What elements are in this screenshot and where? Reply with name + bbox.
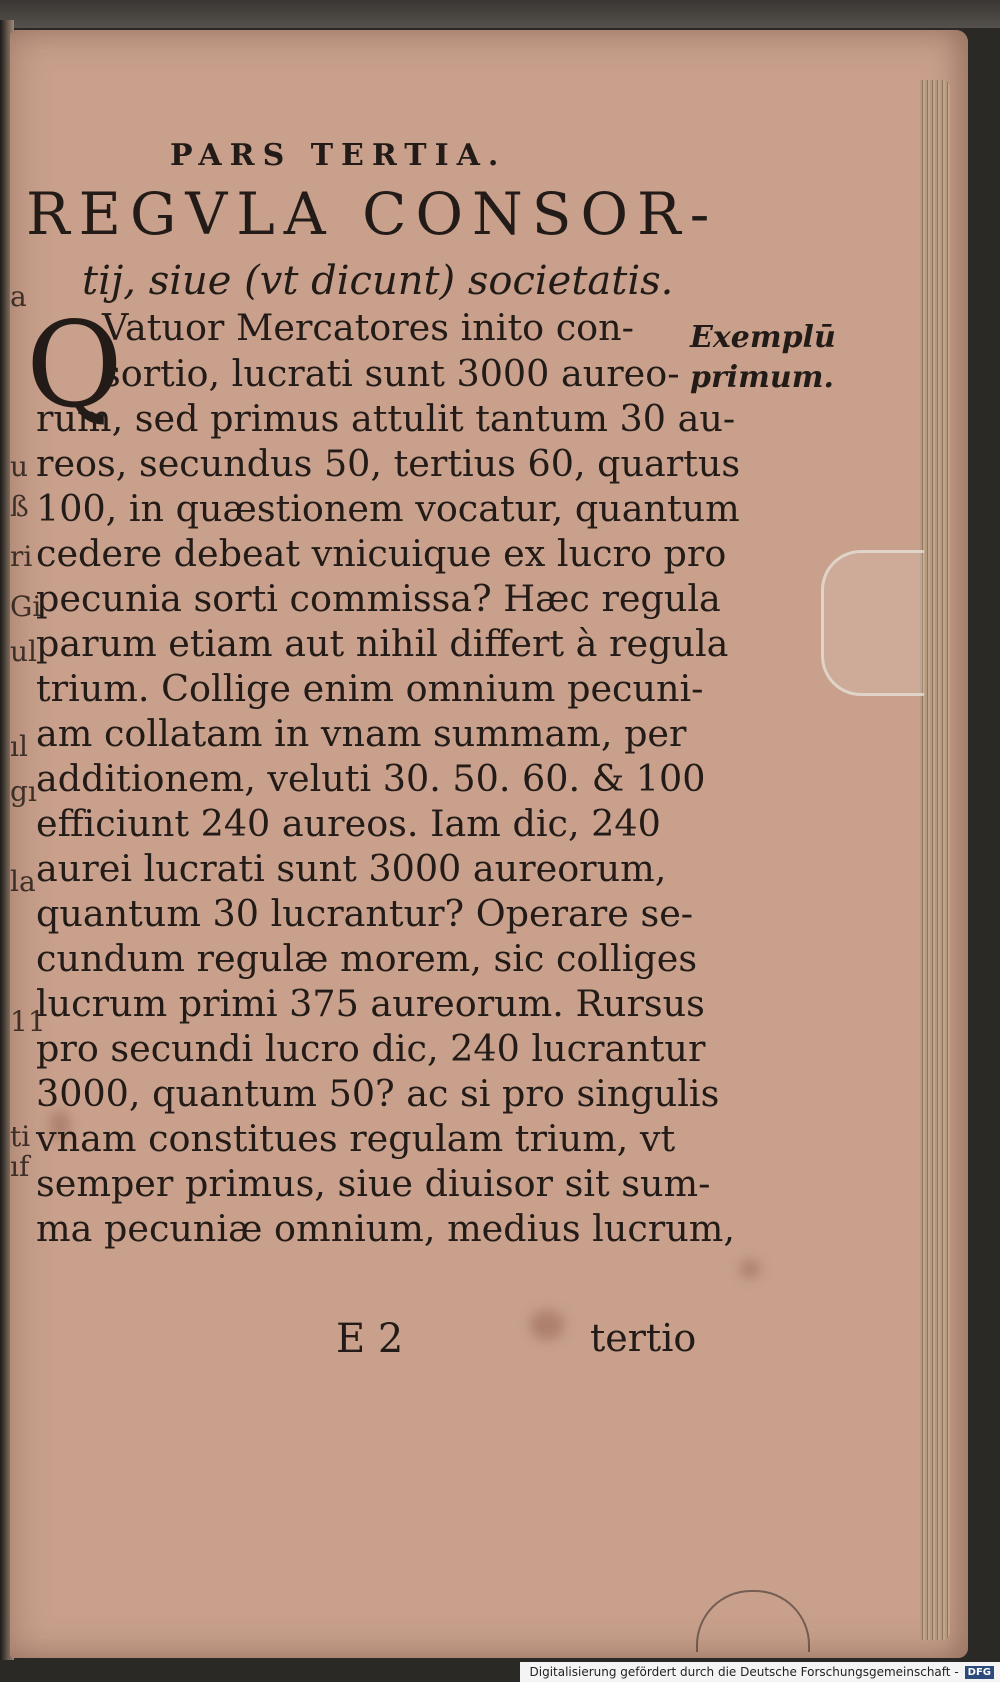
bleed-fragment: 11 (10, 1005, 46, 1038)
text-line: vnam constitues regulam trium, vt (36, 1117, 676, 1160)
bleed-fragment: gı (10, 775, 37, 808)
text-line: 3000, quantum 50? ac si pro singulis (36, 1072, 720, 1115)
footer-credit: Digitalisierung gefördert durch die Deutsche Forschungsgemeinschaft - (529, 1665, 959, 1679)
bleed-fragment: Gi (10, 590, 42, 623)
text-line: additionem, veluti 30. 50. 60. & 100 (36, 757, 706, 800)
bleed-fragment: ul (10, 635, 37, 668)
dfg-logo: DFG (965, 1666, 994, 1679)
book-page (10, 30, 968, 1658)
bleed-fragment: la (10, 865, 36, 898)
text-line: Vatuor Mercatores inito con- (102, 306, 634, 349)
drop-cap: Q (26, 296, 123, 434)
section-subtitle: tij, siue (vt dicunt) societatis. (82, 258, 674, 304)
text-line: quantum 30 lucrantur? Operare se- (36, 892, 694, 935)
text-line: am collatam in vnam summam, per (36, 712, 687, 755)
text-line: 100, in quæstionem vocatur, quantum (36, 487, 740, 530)
stain-spot (530, 1310, 564, 1340)
page-clip (821, 550, 924, 696)
section-title: REGVLA CONSOR- (26, 180, 719, 248)
text-line: ma pecuniæ omnium, medius lucrum, (36, 1207, 735, 1250)
page-edges (920, 80, 950, 1640)
catchword: tertio (590, 1316, 697, 1360)
running-header: PARS TERTIA. (170, 138, 507, 173)
bleed-fragment: ıf (10, 1150, 30, 1183)
bleed-fragment: ß (10, 490, 29, 523)
text-line: semper primus, siue diuisor sit sum- (36, 1162, 711, 1205)
desk-background (0, 0, 1000, 28)
text-line: sortio, lucrati sunt 3000 aureo- (102, 352, 680, 395)
text-line: cundum regulæ morem, sic colliges (36, 937, 698, 980)
text-line: cedere debeat vnicuique ex lucro pro (36, 532, 727, 575)
text-line: parum etiam aut nihil differt à regula (36, 622, 729, 665)
text-line: pro secundi lucro dic, 240 lucrantur (36, 1027, 706, 1070)
text-line: reos, secundus 50, tertius 60, quartus (36, 442, 741, 485)
bleed-fragment: ti (10, 1120, 31, 1153)
bleed-fragment: a (10, 280, 27, 313)
margin-note: Exemplū (690, 320, 836, 355)
text-line: lucrum primi 375 aureorum. Rursus (36, 982, 705, 1025)
text-line: trium. Collige enim omnium pecuni- (36, 667, 704, 710)
bleed-fragment: u (10, 450, 29, 483)
text-line: aurei lucrati sunt 3000 aureorum, (36, 847, 667, 890)
bleed-fragment: ri (10, 540, 33, 573)
text-line: efficiunt 240 aureos. Iam dic, 240 (36, 802, 661, 845)
footer-bar (520, 1662, 1000, 1682)
margin-note: primum. (690, 360, 834, 395)
page-clip-bottom (696, 1590, 810, 1652)
text-line: pecunia sorti commissa? Hæc regula (36, 577, 721, 620)
text-line: rum, sed primus attulit tantum 30 au- (36, 397, 736, 440)
stain-spot (740, 1260, 760, 1278)
bleed-fragment: ıl (10, 730, 28, 763)
signature-mark: E 2 (336, 1316, 404, 1362)
